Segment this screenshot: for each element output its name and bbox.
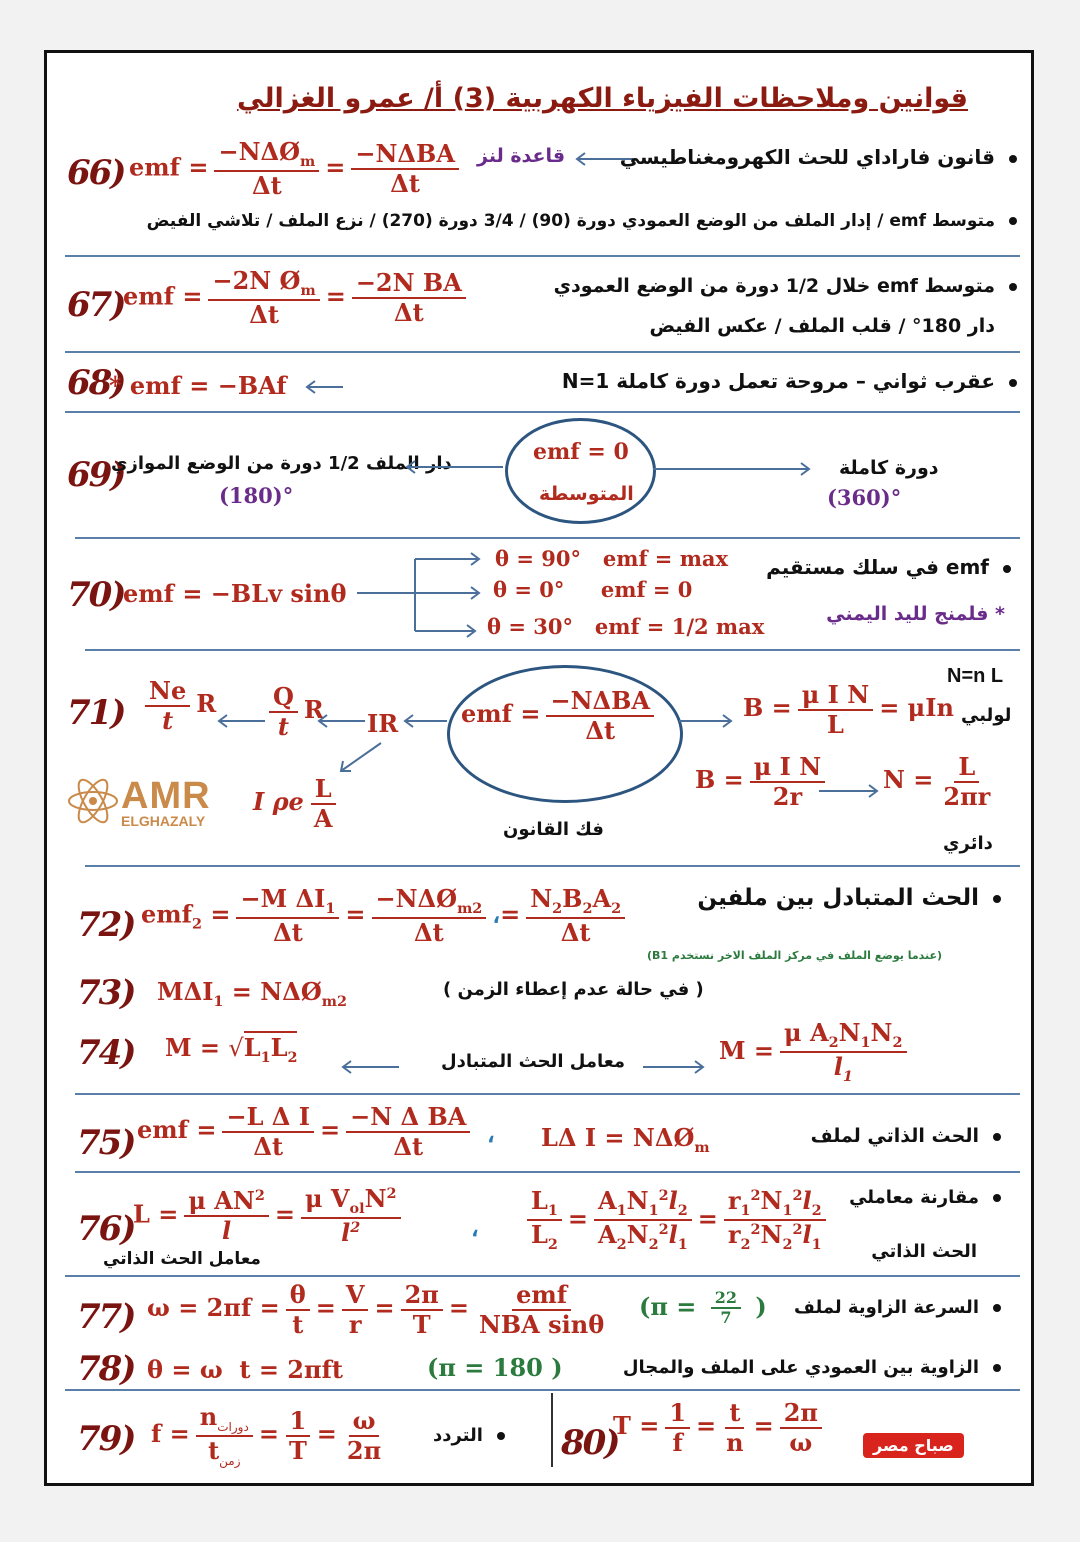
row-71-arrow-2: [317, 715, 367, 727]
row-73-text: ( في حالة عدم إعطاء الزمن ): [443, 979, 704, 1000]
row-79-formula: f = $\frac{n_{دورات}}{t_{زمن}}$ = $\frac{1}{T}$ = $\frac{\omega}{2\pi}$: [151, 1402, 382, 1468]
row-68-arrow: [305, 381, 345, 393]
row-79-time-label: زمن: [219, 1453, 241, 1468]
row-66-avg-text: متوسط emf / إدار الملف من الوضع العمودي دورة (90) / 3/4 دورة (270) / نزع الملف / تلاشي الفيض: [147, 211, 1017, 231]
row-76-comparison: $\frac{L_1}{L_2}$ = $\frac{A_1N_1^2l_2}{A_2N_2^2l_1}$ = $\frac{r_1^2N_1^2l_2}{r_2^2N_2^2l_1}$: [521, 1187, 832, 1254]
row-69-arrow-left: [405, 461, 505, 473]
row-70-fleming: * فلمنج لليد اليمني: [826, 603, 1005, 625]
row-76-number: 76): [77, 1209, 135, 1249]
row-69-arrow-right: [653, 463, 813, 475]
row-71-q-t-r: $\frac{Q}{t}$ R: [263, 683, 324, 740]
divider: [85, 649, 1020, 651]
row-71-center-formula: emf = $\frac{\text{−NΔBA}}{\Delta t}$: [461, 687, 660, 744]
row-71-b-circular: B = $\frac{\text{μ I N}}{2r}$: [695, 753, 831, 810]
row-75-formula2: LΔ $I = N\Delta Ø_m$: [541, 1123, 710, 1156]
row-70-branch-arrows: [357, 553, 487, 643]
atom-icon: [67, 775, 119, 827]
row-78-text: الزاوية بين العمودي على الملف والمجال: [623, 1357, 1001, 1378]
logo-big: AMR: [121, 775, 211, 817]
row-76-l-formula: L = $\frac{\mu AN^2}{l}$ = $\frac{\mu V_{ol}N^2}{l^2}$: [133, 1185, 407, 1247]
row-69-left-deg: (180)°: [219, 483, 294, 508]
row-75-text: الحث الذاتي لملف: [811, 1125, 1001, 1147]
row-74-m-formula: M = $\frac{\mu A_2N_1N_2}{l_1}$: [719, 1019, 913, 1086]
divider: [75, 1171, 1020, 1173]
row-69-right: دورة كاملة: [839, 457, 939, 479]
row-72-title: الحث المتبادل بين ملفين: [697, 885, 1001, 911]
row-80-number: 80): [561, 1423, 619, 1463]
row-73-number: 73): [77, 973, 135, 1013]
row-70-case-90: θ = 90° emf = max: [495, 546, 729, 571]
row-75-formula: emf = $\frac{\text{−L Δ I}}{\Delta t}$ = $\frac{\text{−N Δ BA}}{\Delta t}$: [137, 1103, 476, 1160]
row-74-sqrt-formula: $M = √L_1L_2$: [165, 1033, 298, 1066]
divider: [65, 411, 1020, 413]
row-80-formula: T = $\frac{1}{f}$ = $\frac{t}{n}$ = $\frac{2\pi}{\omega}$: [613, 1399, 828, 1456]
row-77-formula: ω = 2πf = $\frac{\theta}{t}$ = $\frac{V}{r}$ = $\frac{2\pi}{T}$ = $\frac{\text{emf}}{\text{NBA sinθ}}$: [147, 1280, 605, 1339]
row-71-ir: IR: [367, 709, 399, 738]
row-67-formula: emf = $\frac{-2N Ø_m}{\Delta t}$ = $\frac{\text{−2N BA}}{\Delta t}$: [123, 267, 472, 329]
row-71-arrow-5: [679, 715, 733, 727]
row-72-note: (عندما يوضع الملف في مركز الملف الاخر نستخدم B1): [647, 949, 943, 962]
row-71-nl: N=n L: [947, 665, 1004, 687]
row-71-n-formula: N = $\frac{L}{2\pi r}$: [883, 752, 991, 811]
row-70-text: emf في سلك مستقيم: [766, 555, 1011, 579]
row-72-formula: emf$_2$ = $\frac{-M \Delta I_1}{\Delta t}$ = $\frac{-N\Delta Ø_{m2}}{\Delta t}$ ،= $\frac{N_2B_2A_2}{\Delta t}$: [141, 885, 631, 947]
row-71-arrow-6: [819, 785, 879, 797]
row-67-line1: متوسط emf خلال 1/2 دورة من الوضع العمودي: [554, 275, 1017, 297]
row-66-lenz: قاعدة لنز: [477, 145, 566, 167]
row-68-number: 68): [67, 363, 125, 403]
row-69-right-deg: (360)°: [827, 485, 902, 510]
source-badge: صباح مصر: [863, 1433, 964, 1458]
divider: [85, 865, 1020, 867]
page-sheet: [44, 50, 1034, 1486]
logo-small: ELGHAZALY: [121, 813, 206, 829]
row-70-case-30: θ = 30° emf = 1/2 max: [487, 614, 765, 639]
page-title: قوانين وملاحظات الفيزياء الكهربية (3) أ/ عمرو الغزالي: [237, 83, 968, 114]
row-75-number: 75): [77, 1123, 135, 1163]
row-76-under: معامل الحث الذاتي: [103, 1249, 261, 1269]
divider: [65, 1389, 1020, 1391]
row-69-left: دار الملف 1/2 دورة من الوضع الموازي: [111, 453, 452, 474]
row-71-b-solenoid: B = $\frac{\text{μ I N}}{L}$ = μIn: [743, 680, 954, 739]
row-78-pi: (π = 180 ): [427, 1353, 563, 1382]
row-71-decomp: فك القانون: [503, 819, 604, 840]
row-79-number: 79): [77, 1419, 135, 1459]
row-77-pi: (π = $\frac{22}{7}$ ): [639, 1288, 767, 1328]
row-71-circ: دائري: [943, 833, 993, 854]
row-69-center2: المتوسطة: [539, 483, 634, 505]
row-78-number: 78): [77, 1349, 135, 1389]
row-69-number: 69): [67, 455, 125, 495]
row-68-text: عقرب ثواني – مروحة تعمل دورة كاملة N=1: [562, 369, 1017, 393]
divider: [65, 351, 1020, 353]
row-70-case-0: θ = 0° emf = 0: [493, 577, 693, 602]
row-66-bullet-text: قانون فاراداي للحث الكهرومغناطيسي: [620, 145, 1017, 169]
divider: [75, 537, 1020, 539]
divider: [65, 1275, 1020, 1277]
row-71-solenoid: لولبي: [961, 705, 1012, 726]
row-78-formula: θ = ω t = 2πft: [147, 1355, 343, 1384]
row-70-formula: emf = −BLv sinθ: [123, 579, 347, 608]
row-77-number: 77): [77, 1297, 135, 1337]
row-71-arrow-1: [217, 715, 267, 727]
row-74-arrow-right: [643, 1061, 705, 1073]
row-71-ne-t-r: $\frac{Ne}{t}$ R: [139, 677, 216, 734]
row-70-number: 70): [67, 575, 125, 615]
row-71-i-rho-l-a: I ρe $\frac{L}{A}$: [253, 775, 342, 832]
row-67-line2: دار 180° / قلب الملف / عكس الفيض: [649, 315, 995, 337]
row-77-text: السرعة الزاوية لملف: [794, 1297, 1001, 1318]
row-73-formula: $M\Delta I_1$ = $N\Delta Ø_{m2}$: [157, 977, 347, 1010]
row-74-arrow-left: [341, 1061, 401, 1073]
row-76-separator: ،: [471, 1213, 479, 1242]
row-66-formula: emf = $\frac{-N\Delta Ø_m}{\Delta t}$ = $\frac{\text{−NΔBA}}{\Delta t}$: [129, 138, 465, 200]
row-75-separator: ،: [487, 1119, 495, 1148]
row-79-rev-label: دورات: [217, 1419, 249, 1434]
divider: [75, 1093, 1020, 1095]
row-68-formula: * emf = −BAf: [109, 371, 287, 400]
column-divider: [551, 1393, 553, 1467]
row-76-text1: مقارنة معاملي: [849, 1187, 1001, 1208]
row-74-number: 74): [77, 1033, 135, 1073]
row-76-text2: الحث الذاتي: [871, 1241, 977, 1262]
row-69-center1: emf = 0: [533, 439, 629, 465]
row-71-arrow-4: [337, 741, 387, 775]
row-72-number: 72): [77, 905, 135, 945]
row-71-arrow-3: [403, 715, 449, 727]
row-71-number: 71): [67, 693, 125, 733]
row-79-text: التردد: [433, 1425, 505, 1446]
row-67-number: 67): [67, 285, 125, 325]
row-66-number: 66): [67, 153, 125, 193]
divider: [65, 255, 1020, 257]
row-74-text: معامل الحث المتبادل: [441, 1051, 626, 1072]
row-69-ellipse: [505, 418, 656, 524]
